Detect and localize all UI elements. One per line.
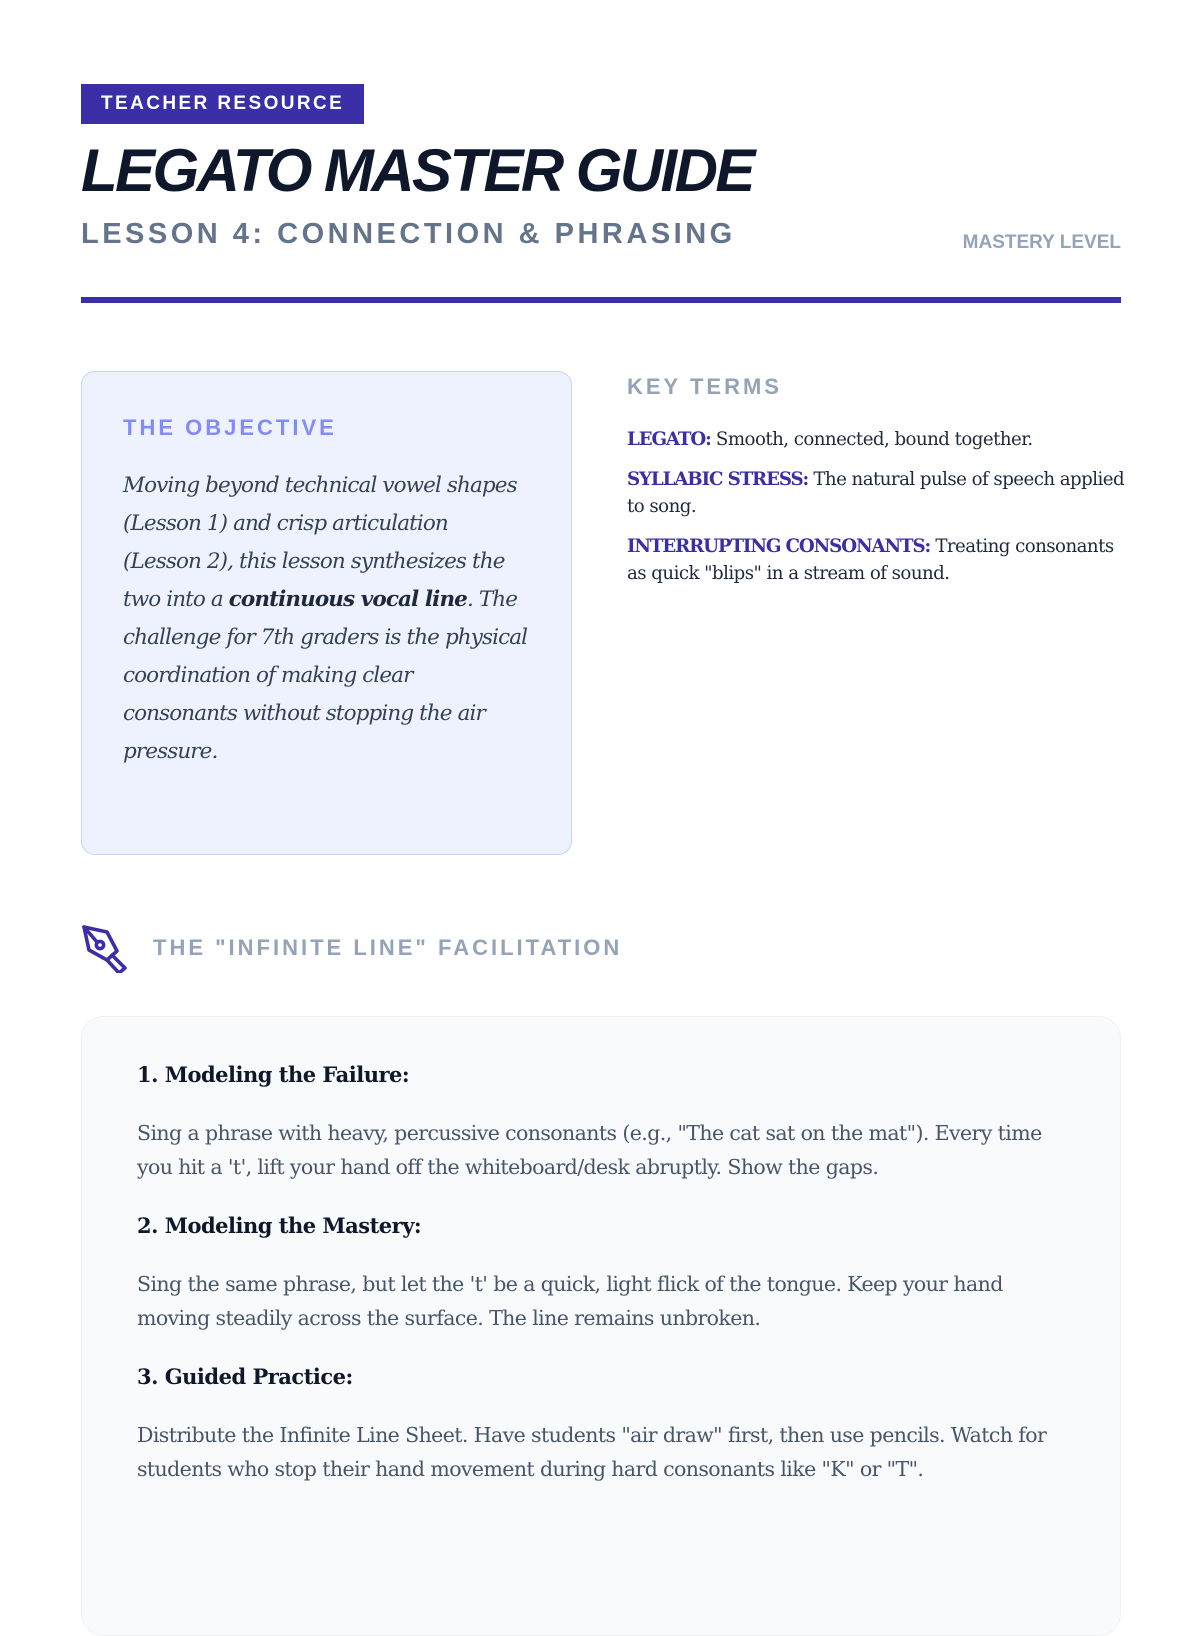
key-term-name: INTERRUPTING CONSONANTS: [627,536,931,557]
objective-heading: THE OBJECTIVE [123,415,337,440]
key-term-definition: The natural pulse of speech applied to song. [627,469,1125,517]
key-term-legato [627,426,1127,453]
step-title: 2. Modeling the Mastery: [137,1213,422,1238]
step-text: Sing a phrase with heavy, percussive consonants (e.g., "The cat sat on the mat"). Every time you hit a 't', lift your hand off the whiteboard/desk abruptly. Show the gaps. [137,1121,1042,1179]
key-term-name: SYLLABIC STRESS: [627,469,809,490]
key-term-definition: Treating consonants as quick "blips" in a stream of sound. [627,536,1114,584]
facilitation-heading: THE "INFINITE LINE" FACILITATION [153,935,623,960]
page-title: LEGATO MASTER GUIDE [81,137,753,204]
pen-tool-icon [81,923,131,973]
step-text: Distribute the Infinite Line Sheet. Have students "air draw" first, then use pencils. Watch for students who stop their hand movement during hard consonants like "K" or "T". [137,1423,1047,1481]
lesson-subtitle: LESSON 4: CONNECTION & PHRASING [81,218,736,250]
key-terms-heading: KEY TERMS [627,374,782,399]
objective-text-before: Moving beyond technical vowel shapes (Lesson 1) and crisp articulation (Lesson 2), this lesson synthesizes the two into a [123,473,517,612]
objective-text-emphasis: continuous vocal line [228,587,467,612]
key-term-definition: Smooth, connected, bound together. [710,429,1033,450]
teacher-resource-badge: TEACHER RESOURCE [81,84,364,124]
key-terms-section [627,372,1127,600]
objective-text [123,467,531,771]
key-term-interrupting-consonants [627,533,1127,587]
step-text: Sing the same phrase, but let the 't' be a quick, light flick of the tongue. Keep your hand moving steadily across the surface. The line remains unbroken. [137,1272,1003,1330]
facilitation-panel [81,1016,1121,1636]
objective-text-after: . The challenge for 7th graders is the physical coordination of making clear consonants without stopping the air pressure. [123,587,528,764]
mastery-level-label: MASTERY LEVEL [962,232,1121,253]
step-title: 1. Modeling the Failure: [137,1062,410,1087]
objective-card [81,371,572,855]
header-divider [81,297,1121,303]
key-term-syllabic-stress [627,466,1127,520]
step-title: 3. Guided Practice: [137,1364,353,1389]
key-term-name: LEGATO: [627,429,711,450]
facilitation-section-header [81,921,1121,973]
